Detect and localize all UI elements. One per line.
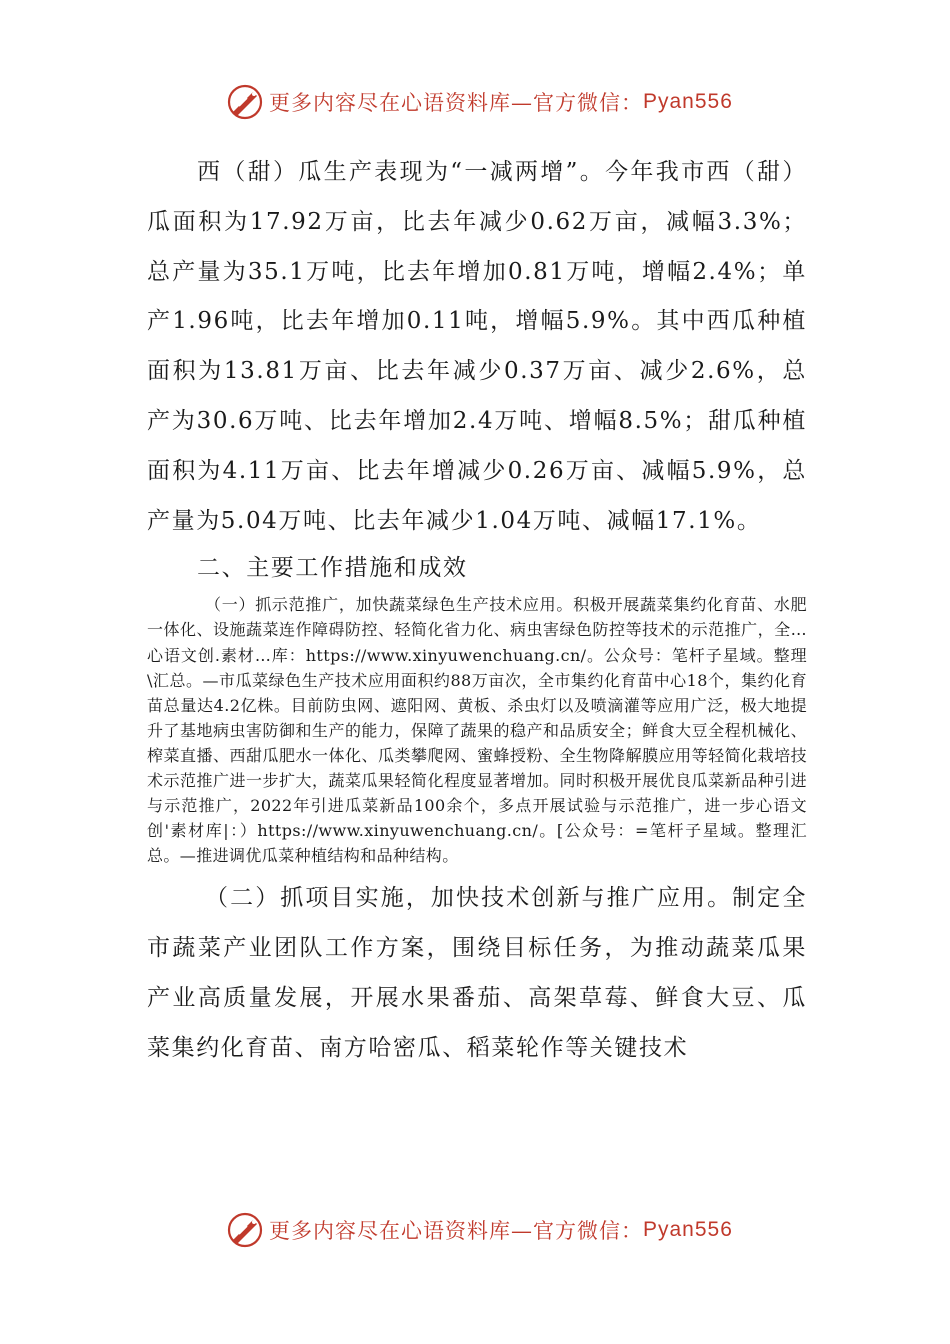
watermark-banner-top	[225, 82, 745, 122]
document-body	[147, 148, 807, 1074]
paragraph-projects: （二）抓项目实施，加快技术创新与推广应用。制定全市蔬菜产业团队工作方案，围绕目标任务，为推动蔬菜瓜果产业高质量发展，开展水果番茄、高架草莓、鲜食大豆、瓜菜集约化育苗、南方哈密瓜、稻菜轮作等关键技术	[147, 885, 807, 1061]
watermark-text: 更多内容尽在心语资料库—官方微信：	[269, 1219, 643, 1243]
paragraph-melon-production: 西（甜）瓜生产表现为“一减两增”。今年我市西（甜）瓜面积为17.92万亩，比去年减少0.62万亩，减幅3.3%；总产量为35.1万吨，比去年增加0.81万吨，增幅2.4%；单产1.96吨，比去年增加0.11吨，增幅5.9%。其中西瓜种植面积为13.81万亩、比去年减少0.37万亩、减少2.6%，总产为30.6万吨、比去年增加2.4万吨、增幅8.5%；甜瓜种植面积为4.11万亩、比去年增减少0.26万亩、减幅5.9%，总产量为5.04万吨、比去年减少1.04万吨、减幅17.1%。	[147, 159, 807, 534]
section-heading: 二、主要工作措施和成效	[197, 555, 468, 582]
watermark-text: 更多内容尽在心语资料库—官方微信：	[269, 91, 643, 115]
watermark-handle: Pyan556	[643, 1218, 733, 1241]
pen-nib-icon	[225, 1210, 265, 1250]
paragraph-demonstration: （一）抓示范推广，加快蔬菜绿色生产技术应用。积极开展蔬菜集约化育苗、水肥一体化、设施蔬菜连作障碍防控、轻简化省力化、病虫害绿色防控等技术的示范推广，全…心语文创.素材…库：https://www.xinyuwenchuang.cn/。公众号：笔杆子星域。整理\汇总。—市瓜菜绿色生产技术应用面积约88万亩次，全市集约化育苗中心18个，集约化育苗总量达4.2亿株。目前防虫网、遮阳网、黄板、杀虫灯以及喷滴灌等应用广泛，极大地提升了基地病虫害防御和生产的能力，保障了蔬果的稳产和品质安全；鲜食大豆全程机械化、榨菜直播、西甜瓜肥水一体化、瓜类攀爬网、蜜蜂授粉、全生物降解膜应用等轻简化栽培技术示范推广进一步扩大，蔬菜瓜果轻简化程度显著增加。同时积极开展优良瓜菜新品种引进与示范推广，2022年引进瓜菜新品100余个，多点开展试验与示范推广，进一步心语文创'素材库|：）https://www.xinyuwenchuang.cn/。[公众号：=笔杆子星域。整理汇总。—推进调优瓜菜种植结构和品种结构。	[147, 595, 807, 866]
watermark-handle: Pyan556	[643, 90, 733, 113]
watermark-banner-bottom	[225, 1210, 745, 1250]
pen-nib-icon	[225, 82, 265, 122]
